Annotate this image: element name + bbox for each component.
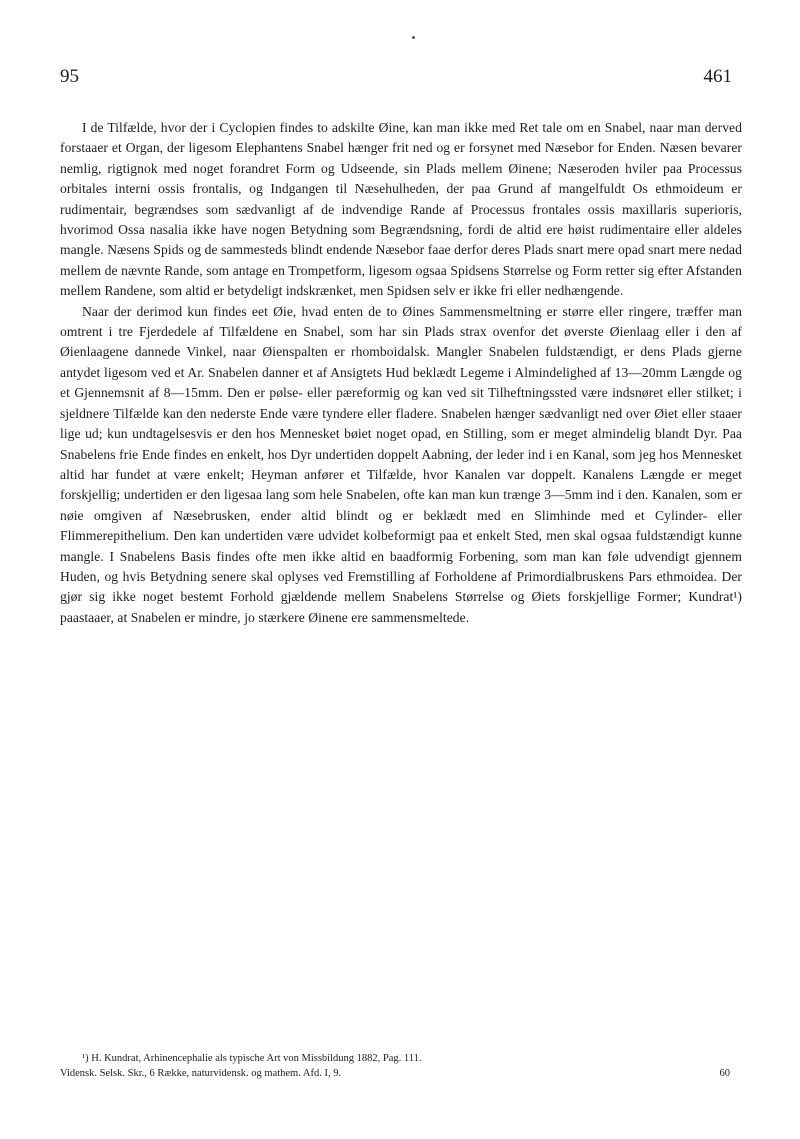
footnotes bbox=[60, 1051, 742, 1081]
paragraph-2: Naar der derimod kun findes eet Øie, hvad enten de to Øines Sammensmeltning er større eller ringere, træffer man omtrent i tre Fjerdedele af Tilfældene en Snabel, som har sin Plads strax ovenfor det øverste Øienlaag eller i den af Øienlaagene dannede Vinkel, naar Øienspalten er rhomboidalsk. Mangler Snabelen fuldstændigt, er dens Plads gjerne antydet ligesom ved et Ar. Snabelen danner et af Ansigtets Hud beklædt Legeme i Almindelighed af 13—20mm Længde og et Gjennemsnit af 8—15mm. Den er pølse- eller pæreformig og kan ved sit Tilheftningssted være indsnøret eller stilket; i sjeldnere Tilfælde kan den nederste Ende være tyndere eller fladere. Snabelen hænger sædvanligt ned over Øiet eller staaer lige ud; kun undtagelsesvis er den hos Mennesket bøiet noget opad, en Stilling, som er meget almindelig blandt Dyr. Paa Snabelens frie Ende findes en enkelt, hos Dyr undertiden doppelt Aabning, der leder ind i en Kanal, som jeg hos Mennesket altid har fundet at være enkelt; Heyman anfører et Tilfælde, hvor Kanalen var doppelt. Kanalens Længde er meget forskjellig; undertiden er den ligesaa lang som hele Snabelen, ofte kan man kun trænge 3—5mm ind i den. Kanalen, som er nøie omgiven af Næsebrusken, ender altid blindt og er beklædt med en Slimhinde med et Cylinder- eller Flimmerepithelium. Den kan undertiden være udvidet kolbeformigt paa et enkelt Sted, men skal ogsaa fuldstændigt kunne mangle. I Snabelens Basis findes ofte men ikke altid en baadformig Forbening, som man kan føle udvendigt gjennem Huden, og hvis Betydning senere skal oplyses ved Fremstilling af Forholdene af Primordialbruskens Pars ethmoidea. Der gjør sig ikke noget bestemt Forhold gjældende mellem Snabelens Størrelse og Øiets forskjellige Former; Kundrat¹) paastaaer, at Snabelen er mindre, jo stærkere Øinene ere sammensmeltede. bbox=[60, 303, 742, 625]
page-footer bbox=[60, 1066, 742, 1081]
imprint-line: Vidensk. Selsk. Skr., 6 Række, naturvidensk. og mathem. Afd. I, 9. bbox=[60, 1068, 342, 1079]
page-number-left: 95 bbox=[60, 66, 79, 87]
page-number-right: 461 bbox=[703, 66, 732, 87]
footnote-1: ¹) H. Kundrat, Arhinencephalie als typische Art von Missbildung 1882, Pag. 111. bbox=[82, 1053, 422, 1064]
body-text bbox=[60, 118, 742, 628]
sheet-signature: 60 bbox=[719, 1068, 730, 1079]
paragraph-1: I de Tilfælde, hvor der i Cyclopien findes to adskilte Øine, kan man ikke med Ret tale om en Snabel, naar man derved forstaaer et Organ, der ligesom Elephantens Snabel hænger frit ned og er forsynet med Næsebor for Enden. Næsen bevarer nemlig, rigtignok med noget forandret Form og Udseende, sin Plads mellem Øinene; Næseroden hviler paa Processus orbitales interni ossis frontalis, og Indgangen til Næsehulheden, der paa Grund af mangelfuldt Os ethmoideum er rudimentair, begrændses som sædvanligt af de indvendige Rande af Processus frontales ossis maxillaris superioris, hvorimod Ossa nasalia ikke have nogen Betydning som Begrændsning, fordi de altid ere høist rudimentaire eller aldeles mangle. Næsens Spids og de sammesteds blindt endende Næsebor faae derfor deres Plads snart mere opad snart mere nedad mellem de nævnte Rande, som antage en Trompetform, ligesom ogsaa Spidsens Størrelse og Form retter sig efter Afstanden mellem Randene, som altid er betydeligt indskrænket, men Spidsen selv er ikke fri eller nedhængende. bbox=[60, 120, 742, 299]
print-speck bbox=[412, 36, 415, 39]
